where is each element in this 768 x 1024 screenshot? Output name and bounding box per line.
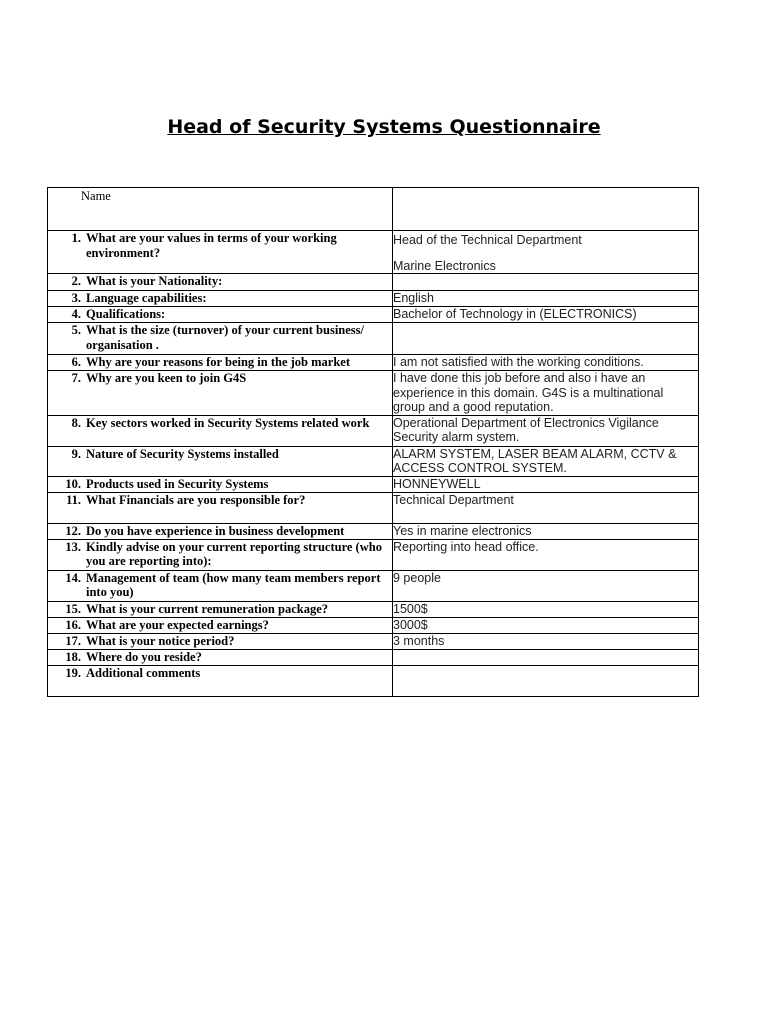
question-cell — [48, 523, 393, 539]
answer-cell[interactable]: HONNEYWELL — [393, 476, 699, 492]
question-text: What is the size (turnover) of your current business/ organisation . — [86, 323, 364, 352]
answer-cell[interactable]: Technical Department — [393, 492, 699, 523]
question-text: Why are you keen to join G4S — [86, 371, 247, 385]
question-number: 9. — [71, 446, 81, 461]
question-number: 14. — [65, 570, 81, 585]
question-cell — [48, 601, 393, 617]
question-number: 17. — [65, 633, 81, 648]
table-row — [48, 307, 699, 323]
question-cell — [48, 355, 393, 371]
table-row — [48, 633, 699, 649]
question-number: 13. — [65, 539, 81, 554]
question-text: Qualifications: — [86, 307, 166, 321]
answer-cell[interactable] — [393, 649, 699, 665]
answer-cell[interactable]: I am not satisfied with the working conditions. — [393, 355, 699, 371]
table-row — [48, 188, 699, 231]
table-row — [48, 492, 699, 523]
question-cell — [48, 307, 393, 323]
answer-cell[interactable]: Reporting into head office. — [393, 539, 699, 570]
table-row — [48, 649, 699, 665]
answer-cell[interactable]: 9 people — [393, 570, 699, 601]
answer-line: Marine Electronics — [393, 258, 496, 273]
question-cell — [48, 371, 393, 416]
question-cell — [48, 492, 393, 523]
table-row — [48, 371, 699, 416]
name-answer-cell[interactable] — [393, 188, 699, 231]
table-row — [48, 231, 699, 274]
table-row — [48, 355, 699, 371]
answer-cell[interactable] — [393, 323, 699, 355]
question-cell — [48, 476, 393, 492]
table-row — [48, 539, 699, 570]
question-cell — [48, 291, 393, 307]
table-row — [48, 323, 699, 355]
question-number: 11. — [66, 492, 81, 507]
table-row — [48, 476, 699, 492]
question-text: Do you have experience in business development — [86, 523, 345, 538]
question-cell — [48, 617, 393, 633]
questionnaire-table — [47, 187, 699, 697]
answer-cell[interactable]: Yes in marine electronics — [393, 523, 699, 539]
question-cell — [48, 649, 393, 665]
answer-cell[interactable]: 3000$ — [393, 617, 699, 633]
question-number: 1. — [71, 231, 81, 245]
question-number: 4. — [71, 307, 81, 321]
question-cell — [48, 446, 393, 476]
answer-cell[interactable]: English — [393, 291, 699, 307]
question-number: 3. — [71, 291, 81, 305]
table-row — [48, 446, 699, 476]
table-row — [48, 617, 699, 633]
question-text: What is your notice period? — [86, 633, 235, 648]
name-question-cell — [48, 188, 393, 231]
question-text: Additional comments — [86, 665, 201, 680]
table-row — [48, 274, 699, 291]
answer-cell[interactable]: Bachelor of Technology in (ELECTRONICS) — [393, 307, 699, 323]
answer-cell[interactable]: ALARM SYSTEM, LASER BEAM ALARM, CCTV & ACCESS CONTROL SYSTEM. — [393, 446, 699, 476]
answer-cell[interactable] — [393, 665, 699, 696]
question-text: Why are your reasons for being in the job market — [86, 355, 351, 369]
question-number: 8. — [71, 415, 81, 430]
question-text: Management of team (how many team members report into you) — [86, 570, 381, 599]
question-number: 10. — [65, 476, 81, 491]
question-text: What are your values in terms of your working environment? — [86, 231, 337, 260]
question-number: 12. — [65, 523, 81, 538]
question-number: 7. — [71, 371, 81, 385]
name-label: Name — [81, 189, 111, 203]
question-text: Nature of Security Systems installed — [86, 446, 279, 461]
question-number: 6. — [71, 355, 81, 369]
question-number: 15. — [65, 601, 81, 616]
question-text: Key sectors worked in Security Systems related work — [86, 415, 370, 430]
table-row — [48, 523, 699, 539]
answer-line: Head of the Technical Department — [393, 233, 582, 247]
question-text: Where do you reside? — [86, 649, 202, 664]
question-text: What is your current remuneration package? — [86, 601, 329, 616]
answer-cell[interactable] — [393, 274, 699, 291]
answer-cell[interactable] — [393, 231, 699, 274]
question-number: 2. — [71, 274, 81, 288]
question-cell — [48, 633, 393, 649]
answer-cell[interactable]: I have done this job before and also i have an experience in this domain. G4S is a multinational group and a good reputation. — [393, 371, 699, 416]
question-cell — [48, 665, 393, 696]
table-row — [48, 601, 699, 617]
question-text: Language capabilities: — [86, 291, 207, 305]
question-text: What are your expected earnings? — [86, 617, 269, 632]
question-text: Kindly advise on your current reporting structure (who you are reporting into): — [86, 539, 382, 568]
table-row — [48, 415, 699, 446]
answer-cell[interactable]: Operational Department of Electronics Vigilance Security alarm system. — [393, 415, 699, 446]
question-cell — [48, 415, 393, 446]
table-row — [48, 291, 699, 307]
question-cell — [48, 231, 393, 274]
question-number: 16. — [65, 617, 81, 632]
question-number: 18. — [65, 649, 81, 664]
question-cell — [48, 274, 393, 291]
question-number: 5. — [71, 323, 81, 337]
question-text: What is your Nationality: — [86, 274, 223, 288]
question-cell — [48, 539, 393, 570]
table-row — [48, 665, 699, 696]
question-text: Products used in Security Systems — [86, 476, 269, 491]
answer-cell[interactable]: 1500$ — [393, 601, 699, 617]
question-number: 19. — [65, 665, 81, 680]
question-text: What Financials are you responsible for? — [86, 492, 306, 507]
document-title: Head of Security Systems Questionnaire — [167, 116, 601, 138]
answer-cell[interactable]: 3 months — [393, 633, 699, 649]
question-cell — [48, 570, 393, 601]
question-cell — [48, 323, 393, 355]
table-row — [48, 570, 699, 601]
